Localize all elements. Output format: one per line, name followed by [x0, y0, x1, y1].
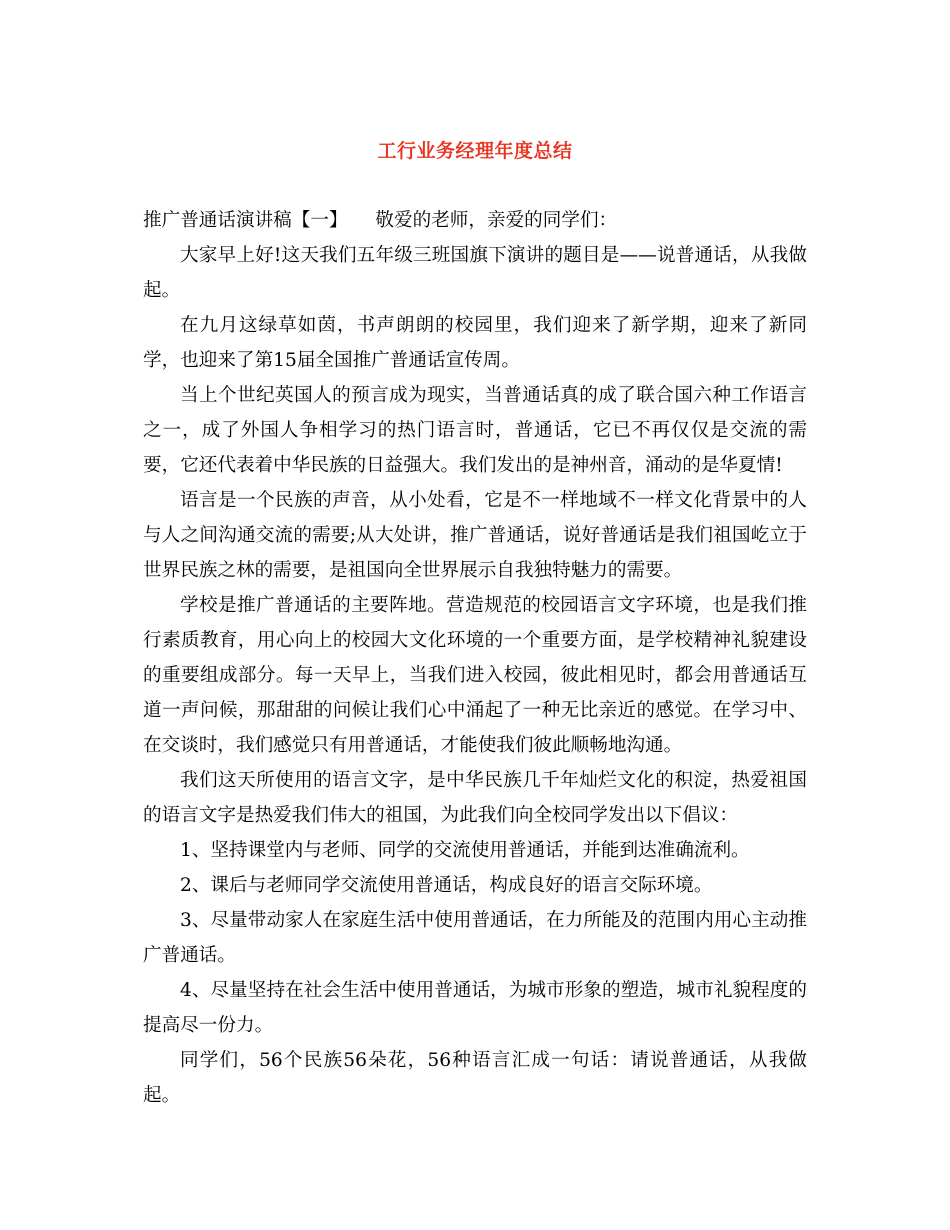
document-body — [143, 203, 807, 1113]
paragraph-heading-line: 推广普通话演讲稿【一】 敬爱的老师，亲爱的同学们： — [143, 210, 618, 231]
paragraph: 我们这天所使用的语言文字，是中华民族几千年灿烂文化的积淀，热爱祖国的语言文字是热爱我们伟大的祖国，为此我们向全校同学发出以下倡议： — [143, 770, 807, 826]
paragraph: 当上个世纪英国人的预言成为现实，当普通话真的成了联合国六种工作语言之一，成了外国人争相学习的热门语言时，普通话，它已不再仅仅是交流的需要，它还代表着中华民族的日益强大。我们发出的是神州音，涌动的是华夏情! — [143, 385, 807, 476]
paragraph: 在九月这绿草如茵，书声朗朗的校园里，我们迎来了新学期，迎来了新同学，也迎来了第15届全国推广普通话宣传周。 — [143, 315, 807, 371]
paragraph: 语言是一个民族的声音，从小处看，它是不一样地域不一样文化背景中的人与人之间沟通交流的需要;从大处讲，推广普通话，说好普通话是我们祖国屹立于世界民族之林的需要，是祖国向全世界展示自我独特魅力的需要。 — [143, 490, 807, 581]
list-item: 4、尽量坚持在社会生活中使用普通话，为城市形象的塑造，城市礼貌程度的提高尽一份力。 — [143, 980, 807, 1036]
list-item: 1、坚持课堂内与老师、同学的交流使用普通话，并能到达准确流利。 — [180, 840, 750, 861]
paragraph: 大家早上好!这天我们五年级三班国旗下演讲的题目是——说普通话，从我做起。 — [143, 245, 807, 301]
document-title: 工行业务经理年度总结 — [377, 140, 573, 162]
paragraph: 同学们，56个民族56朵花，56种语言汇成一句话：请说普通话，从我做起。 — [143, 1050, 807, 1106]
list-item: 2、课后与老师同学交流使用普通话，构成良好的语言交际环境。 — [180, 875, 713, 896]
paragraph: 学校是推广普通话的主要阵地。营造规范的校园语言文字环境，也是我们推行素质教育，用心向上的校园大文化环境的一个重要方面，是学校精神礼貌建设的重要组成部分。每一天早上，当我们进入校园，彼此相见时，都会用普通话互道一声问候，那甜甜的问候让我们心中涌起了一种无比亲近的感觉。在学习中、在交谈时，我们感觉只有用普通话，才能使我们彼此顺畅地沟通。 — [143, 595, 807, 756]
list-item: 3、尽量带动家人在家庭生活中使用普通话，在力所能及的范围内用心主动推广普通话。 — [143, 910, 807, 966]
